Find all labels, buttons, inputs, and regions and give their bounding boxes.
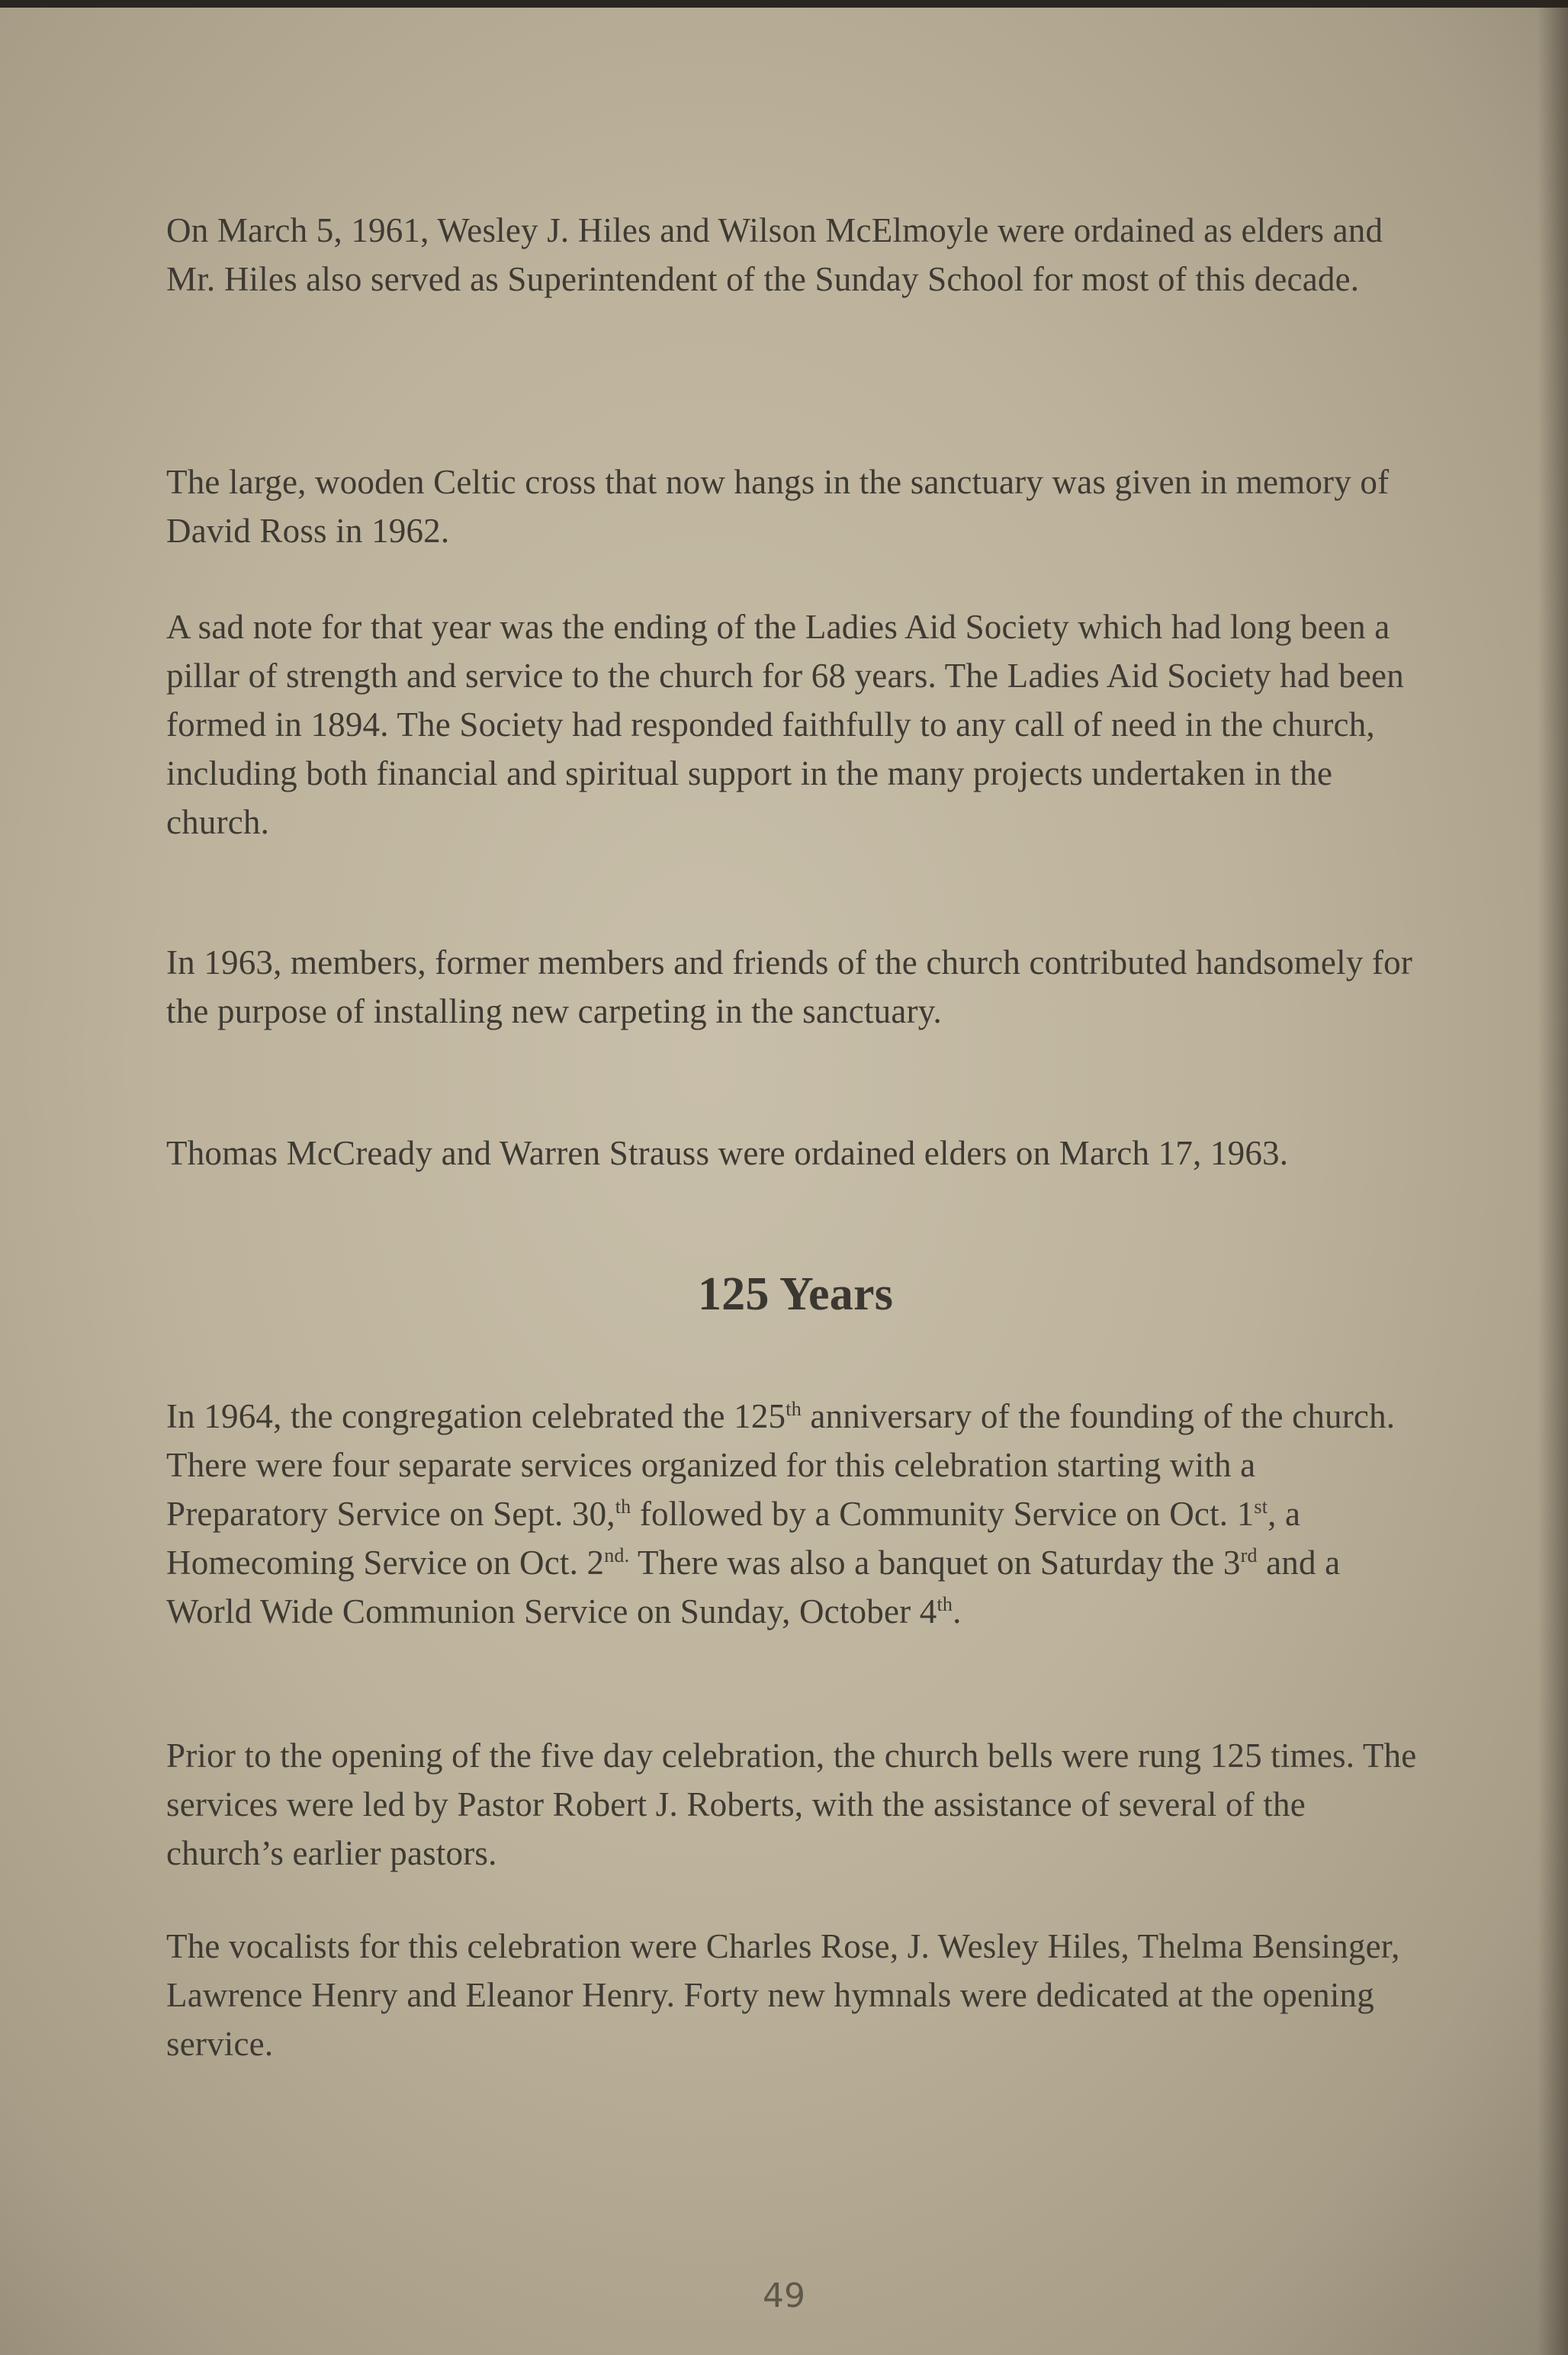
paragraph-ladies-aid: A sad note for that year was the ending of the Ladies Aid Society which had long been a pillar of strength and service to the church for 68 years. The Ladies Aid Society had been formed in 1894. The Society had responded faithfully to any call of need in the church, including both financial and spiritual support in the many projects undertaken in the church. [166, 608, 1404, 841]
anniversary-sup-6: th [937, 1593, 953, 1615]
anniversary-text-e: There was also a banquet on Saturday the 3 [629, 1544, 1241, 1582]
paragraph-vocalists: The vocalists for this celebration were Charles Rose, J. Wesley Hiles, Thelma Bensinger, Lawrence Henry and Eleanor Henry. Forty new hymnals were dedicated at the opening service. [166, 1927, 1400, 2063]
anniversary-sup-3: st [1254, 1496, 1268, 1518]
paragraph-elders-1961: On March 5, 1961, Wesley J. Hiles and Wilson McElmoyle were ordained as elders and Mr. Hiles also served as Superintendent of the Sunday School for most of this decade. [166, 211, 1383, 298]
paragraph-carpeting-1963: In 1963, members, former members and friends of the church contributed handsomely for the purpose of installing new carpeting in the sanctuary. [166, 943, 1413, 1030]
paragraph-anniversary-1964 [166, 1392, 1425, 1636]
page-right-shadow [1537, 0, 1568, 2355]
anniversary-sup-4: nd. [604, 1544, 630, 1566]
paragraph-celtic-cross: The large, wooden Celtic cross that now hangs in the sanctuary was given in memory of David Ross in 1962. [166, 463, 1390, 550]
page-number: 49 [763, 2276, 805, 2315]
anniversary-text-a: In 1964, the congregation celebrated the 125 [166, 1397, 786, 1435]
anniversary-sup-5: rd [1240, 1544, 1258, 1566]
section-heading: 125 Years [697, 1268, 894, 1320]
anniversary-text-b: anniversary of the founding of the church. There were four separate services organized for this celebration starting with a Preparatory Service on Sept. 30, [166, 1397, 1396, 1533]
paragraph-church-bells: Prior to the opening of the five day celebration, the church bells were rung 125 times. The services were led by Pastor Robert J. Roberts, with the assistance of several of the church’s earlier pastors. [166, 1737, 1417, 1872]
anniversary-sup-1: th [786, 1398, 802, 1420]
paragraph-elders-1963: Thomas McCready and Warren Strauss were ordained elders on March 17, 1963. [166, 1134, 1289, 1172]
anniversary-text-g: . [953, 1592, 962, 1631]
anniversary-sup-2: th [615, 1496, 631, 1518]
page-top-edge [0, 0, 1568, 8]
anniversary-text-c: followed by a Community Service on Oct. 1 [631, 1495, 1255, 1533]
anniversary-text-d: , a Homecoming Service on Oct. 2 [166, 1495, 1301, 1582]
anniversary-text-f: and a World Wide Communion Service on Sunday, October 4 [166, 1544, 1341, 1631]
